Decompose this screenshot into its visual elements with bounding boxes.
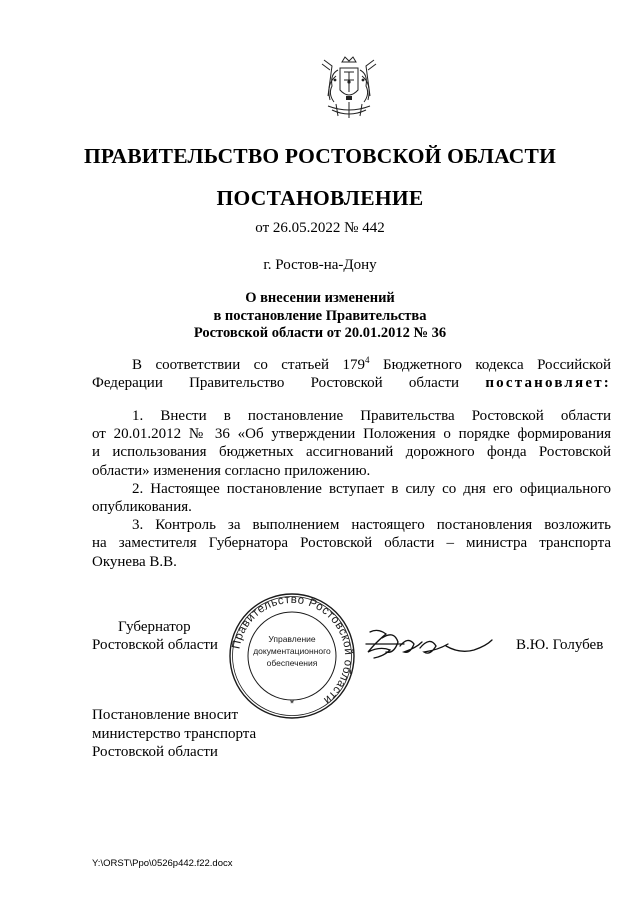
official-stamp [228,592,356,720]
stamp-inner-text: документационного [253,646,331,656]
handwritten-signature [364,624,494,666]
resolves-keyword: постановляет: [485,375,611,392]
document-date-number: от 26.05.2022 № 442 [255,220,385,236]
item-2-line: опубликования. [92,499,192,516]
subject-line: О внесении изменений [245,290,395,306]
item-1-line: от 20.01.2012 № 36 «Об утверждении Положения о порядке формирования [92,426,611,443]
signatory-name: В.Ю. Голубев [516,637,604,653]
item-1-line: 1. Внести в постановление Правительства Ростовской области [132,408,611,424]
item-3-line: на заместителя Губернатора Ростовской области – министра транспорта [92,535,611,552]
stamp-outer-text: Правительство Ростовской области [230,593,355,707]
document-subject [0,290,640,343]
government-title: ПРАВИТЕЛЬСТВО РОСТОВСКОЙ ОБЛАСТИ [83,144,556,168]
stamp-star: * [289,698,295,710]
resolution-items [92,407,611,571]
coat-of-arms-icon [318,56,380,122]
stamp-inner-text: обеспечения [266,658,318,668]
signatory-title: Губернатор Ростовской области [92,619,218,653]
document-type: ПОСТАНОВЛЕНИЕ [216,186,424,210]
stamp-inner-text: Управление [268,634,316,644]
file-path-footer: Y:\ORST\Ppo\0526p442.f22.docx [92,858,233,869]
preamble-line: Федерации Правительство Ростовской области постановляет: [92,375,611,392]
preamble-line: В соответствии со статьей $179^4$ Бюджетного кодекса Российской [132,355,611,373]
item-1-line: и использования бюджетных ассигнований дорожного фонда Ростовской [92,444,611,461]
item-3-line: 3. Контроль за выполнением настоящего постановления возложить [132,517,611,534]
subject-line: Ростовской области от 20.01.2012 № 36 [193,325,447,341]
document-city: г. Ростов-на-Дону [263,257,377,273]
submitted-by: Постановление вносит министерство транспорта Ростовской области [92,707,257,760]
item-1-line: области» изменения согласно приложению. [92,462,371,479]
subject-line: в постановление Правительства [213,307,427,324]
superscript: 4 [365,355,370,365]
item-3-line: Окунева В.В. [92,553,177,570]
preamble-paragraph [92,356,611,392]
item-2-line: 2. Настоящее постановление вступает в силу со дня его официального [132,480,611,497]
